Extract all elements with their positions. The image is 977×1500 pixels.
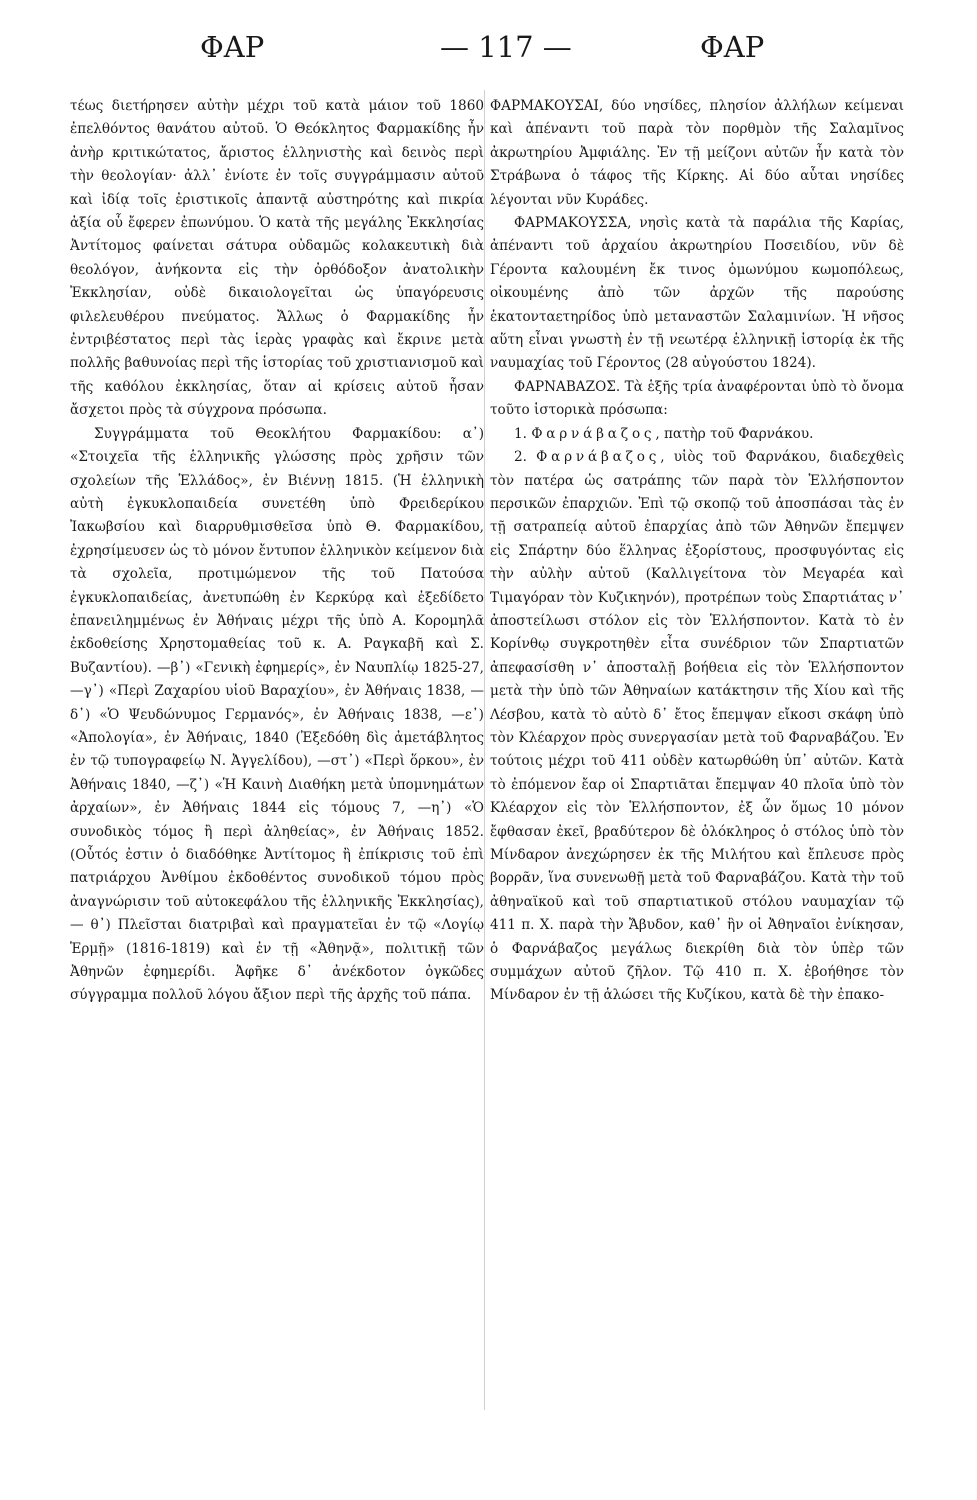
sense-headword: Φαρνάβαζος	[536, 449, 661, 466]
page-header	[0, 30, 977, 80]
column-divider	[484, 90, 485, 1410]
header-left-guideword: ΦΑΡ	[200, 30, 265, 64]
left-column	[70, 95, 484, 1008]
header-right-guideword: ΦΑΡ	[700, 30, 765, 64]
entry-pharmakoussa: ΦΑΡΜΑΚΟΥΣΣΑ, νησὶς κατὰ τὰ παράλια τῆς Καρίας, ἀπέναντι τοῦ ἀρχαίου ἀκρωτηρίου Ποσειδίου, νῦν δὲ Γέροντα καλουμένη ἔκ τινος ὁμωνύμου κωμοπόλεως, οἰκουμένης ἀπὸ τῶν ἀρχῶν τῆς παρούσης ἑκατονταετηρίδος ὑπὸ μεταναστῶν Σαλαμινίων. Ἡ νῆσος αὕτη εἶναι γνωστὴ ἐν τῇ νεωτέρᾳ ἑλληνικῇ ἱστορίᾳ ἐκ τῆς ναυμαχίας τοῦ Γέροντος (28 αὐγούστου 1824).	[490, 215, 904, 372]
sense-number: 2.	[514, 449, 527, 466]
sense-headword: Φαρνάβαζος	[531, 425, 656, 442]
entry-pharnabazos: ΦΑΡΝΑΒΑΖΟΣ. Τὰ ἑξῆς τρία ἀναφέρονται ὑπὸ τὸ ὄνομα τοῦτο ἱστορικὰ πρόσωπα:	[490, 378, 904, 419]
entry-pharmakousai: ΦΑΡΜΑΚΟΥΣΑΙ, δύο νησίδες, πλησίον ἀλλήλων κείμεναι καὶ ἀπέναντι τοῦ παρὰ τὸν πορθμὸν τῆς Σαλαμῖνος ἀκρωτηρίου Ἀμφιάλης. Ἐν τῇ μείζονι αὐτῶν ἦν κατὰ τὸν Στράβωνα ὁ τάφος τῆς Κίρκης. Αἱ δύο αὗται νησίδες λέγονται νῦν Κυράδες.	[490, 98, 904, 208]
sense-number: 1.	[514, 425, 527, 442]
pharnabazos-sense-1	[490, 423, 904, 446]
page-number: — 117 —	[440, 30, 572, 64]
sense-text: , υἱὸς τοῦ Φαρνάκου, διαδεχθεὶς τὸν πατέρα ὡς σατράπης τῶν παρὰ τὸν Ἑλλήσποντον περσικῶν ἐπαρχιῶν. Ἐπὶ τῷ σκοπῷ τοῦ ἀποσπάσαι τὰς ἐν τῇ σατραπείᾳ αὐτοῦ ἐπαρχίας ἀπὸ τῶν Ἀθηνῶν ἔπεμψεν εἰς Σπάρτην δύο ἕλληνας ἐξορίστους, προσφυγόντας εἰς τὴν αὐλὴν αὐτοῦ (Καλλιγείτονα τὸν Μεγαρέα καὶ Τιμαγόραν τὸν Κυζικηνόν), προτρέπων τοὺς Σπαρτιάτας ν᾿ ἀποστείλωσι στόλον εἰς τὸν Ἑλλήσποντον. Κατὰ τὸ ἐν Κορίνθῳ συγκροτηθὲν εἶτα συνέδριον τῶν Σπαρτιατῶν ἀπεφασίσθη ν᾿ ἀποσταλῇ βοήθεια εἰς τὸν Ἑλλήσποντον μετὰ τὴν ὑπὸ τῶν Ἀθηναίων κατάκτησιν τῆς Χίου καὶ τῆς Λέσβου, κατὰ τὸ αὐτὸ δ᾿ ἔτος ἔπεμψαν εἴκοσι σκάφη ὑπὸ τὸν Κλέαρχον πρὸς συνεργασίαν μετὰ τοῦ Φαρναβάζου. Ἐν τούτοις μέχρι τοῦ 411 οὐδὲν κατωρθώθη ὑπ᾿ αὐτῶν. Κατὰ τὸ ἐπόμενον ἔαρ οἱ Σπαρτιᾶται ἔπεμψαν 40 πλοῖα ὑπὸ τὸν Κλέαρχον εἰς τὸν Ἑλλήσποντον, ἐξ ὧν ὅμως 10 μόνον ἔφθασαν ἐκεῖ, βραδύτερον δὲ ὁλόκληρος ὁ στόλος ὑπὸ τὸν Μίνδαρον ἀνεχώρησεν ἐκ τῆς Μιλήτου καὶ ἔπλευσε πρὸς βορρᾶν, ἵνα συνενωθῇ μετὰ τοῦ Φαρναβάζου. Κατὰ τὴν τοῦ ἀθηναϊκοῦ καὶ τοῦ σπαρτιατικοῦ στόλου ναυμαχίαν τῷ 411 π. Χ. παρὰ τὴν Ἄβυδον, καθ᾿ ἣν οἱ Ἀθηναῖοι ἐνίκησαν, ὁ Φαρνάβαζος μεγάλως διεκρίθη διὰ τὸν ὑπὲρ τῶν συμμάχων αὐτοῦ ζῆλον. Τῷ 410 π. Χ. ἐβοήθησε τὸν Μίνδαρον ἐν τῇ ἁλώσει τῆς Κυζίκου, κατὰ δὲ τὴν ἐπακο-	[490, 449, 904, 1004]
sense-text: , πατὴρ τοῦ Φαρνάκου.	[655, 425, 814, 442]
pharnabazos-sense-2	[490, 446, 904, 1008]
pharmakidis-entry-continuation: τέως διετήρησεν αὐτὴν μέχρι τοῦ κατὰ μάιον τοῦ 1860 ἐπελθόντος θανάτου αὐτοῦ. Ὁ Θεόκλητος Φαρμακίδης ἦν ἀνὴρ κριτικώτατος, ἄριστος ἑλληνιστὴς καὶ δεινὸς περὶ τὴν θεολογίαν· ἀλλ᾿ ἐνίοτε ἐν τοῖς συγγράμμασιν αὐτοῦ καὶ ἰδίᾳ τοῖς ἐριστικοῖς ἀπαντᾷ αὐστηρότης καὶ πικρία ἀξία οὗ ἔφερεν ἐπωνύμου. Ὁ κατὰ τῆς μεγάλης Ἐκκλησίας Ἀντίτομος φαίνεται σάτυρα οὐδαμῶς κολακευτικὴ διὰ θεολόγον, ἀνήκοντα εἰς τὴν ὀρθόδοξον ἀνατολικὴν Ἐκκλησίαν, οὐδὲ δικαιολογεῖται ὡς ὑπαγόρευσις φιλελευθέρου πνεύματος. Ἄλλως ὁ Φαρμακίδης ἦν ἐντριβέστατος περὶ τὰς ἱερὰς γραφὰς καὶ ἔκρινε μετὰ πολλῆς βαθυνοίας περὶ τῆς ἱστορίας τοῦ χριστιανισμοῦ καὶ τῆς καθόλου ἐκκλησίας, ὅταν αἱ κρίσεις αὐτοῦ ἦσαν ἄσχετοι πρὸς τὰ σύγχρονα πρόσωπα.	[70, 98, 484, 419]
pharmakidis-works-list: Συγγράμματα τοῦ Θεοκλήτου Φαρμακίδου: α᾿) «Στοιχεῖα τῆς ἑλληνικῆς γλώσσης πρὸς χρῆσιν τῶν σχολείων τῆς Ἑλλάδος», ἐν Βιέννῃ 1815. (Ἡ ἑλληνικὴ αὐτὴ ἐγκυκλοπαιδεία συνετέθη ὑπὸ Φρειδερίκου Ἰακωβσίου καὶ διαρρυθμισθεῖσα ὑπὸ Θ. Φαρμακίδου, ἐχρησίμευσεν ὡς τὸ μόνον ἔντυπον ἑλληνικὸν κείμενον διὰ τὰ σχολεῖα, προτιμώμενον τῆς τοῦ Πατούσα ἐγκυκλοπαιδείας, ἀνετυπώθη ἐν Κερκύρᾳ καὶ ἐξεδίδετο ἐπανειλημμένως ἐν Ἀθήναις μέχρι τῆς ὑπὸ Α. Κορομηλᾶ ἐκδοθείσης Χρηστομαθείας τοῦ κ. Α. Ραγκαβῆ καὶ Σ. Βυζαντίου). —β᾿) «Γενικὴ ἐφημερίς», ἐν Ναυπλίῳ 1825-27, —γ᾿) «Περὶ Ζαχαρίου υἱοῦ Βαραχίου», ἐν Ἀθήναις 1838, — δ᾿) «Ὁ Ψευδώνυμος Γερμανός», ἐν Ἀθήναις 1838, —ε᾿) «Ἀπολογία», ἐν Ἀθήναις, 1840 (Ἐξεδόθη δὶς ἀμετάβλητος ἐν τῷ τυπογραφείῳ Ν. Ἀγγελίδου), —στ᾿) «Περὶ ὅρκου», ἐν Ἀθήναις 1840, —ζ᾿) «Ἡ Καινὴ Διαθήκη μετὰ ὑπομνημάτων ἀρχαίων», ἐν Ἀθήναις 1844 εἰς τόμους 7, —η᾿) «Ὁ συνοδικὸς τόμος ἢ περὶ ἀληθείας», ἐν Ἀθήναις 1852. (Οὗτός ἐστιν ὁ διαδόθηκε Ἀντίτομος ἢ ἐπίκρισις τοῦ ἐπὶ πατριάρχου Ἀνθίμου ἐκδοθέντος συνοδικοῦ τόμου πρὸς ἀναγνώρισιν τοῦ αὐτοκεφάλου τῆς ἑλληνικῆς Ἐκκλησίας), — θ᾿) Πλεῖσται διατριβαὶ καὶ πραγματεῖαι ἐν τῷ «Λογίῳ Ἑρμῇ» (1816-1819) καὶ ἐν τῇ «Ἀθηνᾷ», πολιτικῇ τῶν Ἀθηνῶν ἐφημερίδι. Ἀφῆκε δ᾿ ἀνέκδοτον ὀγκῶδες σύγγραμμα πολλοῦ λόγου ἄξιον περὶ τῆς ἀρχῆς τοῦ πάπα.	[70, 425, 484, 1004]
right-column	[490, 95, 904, 1008]
